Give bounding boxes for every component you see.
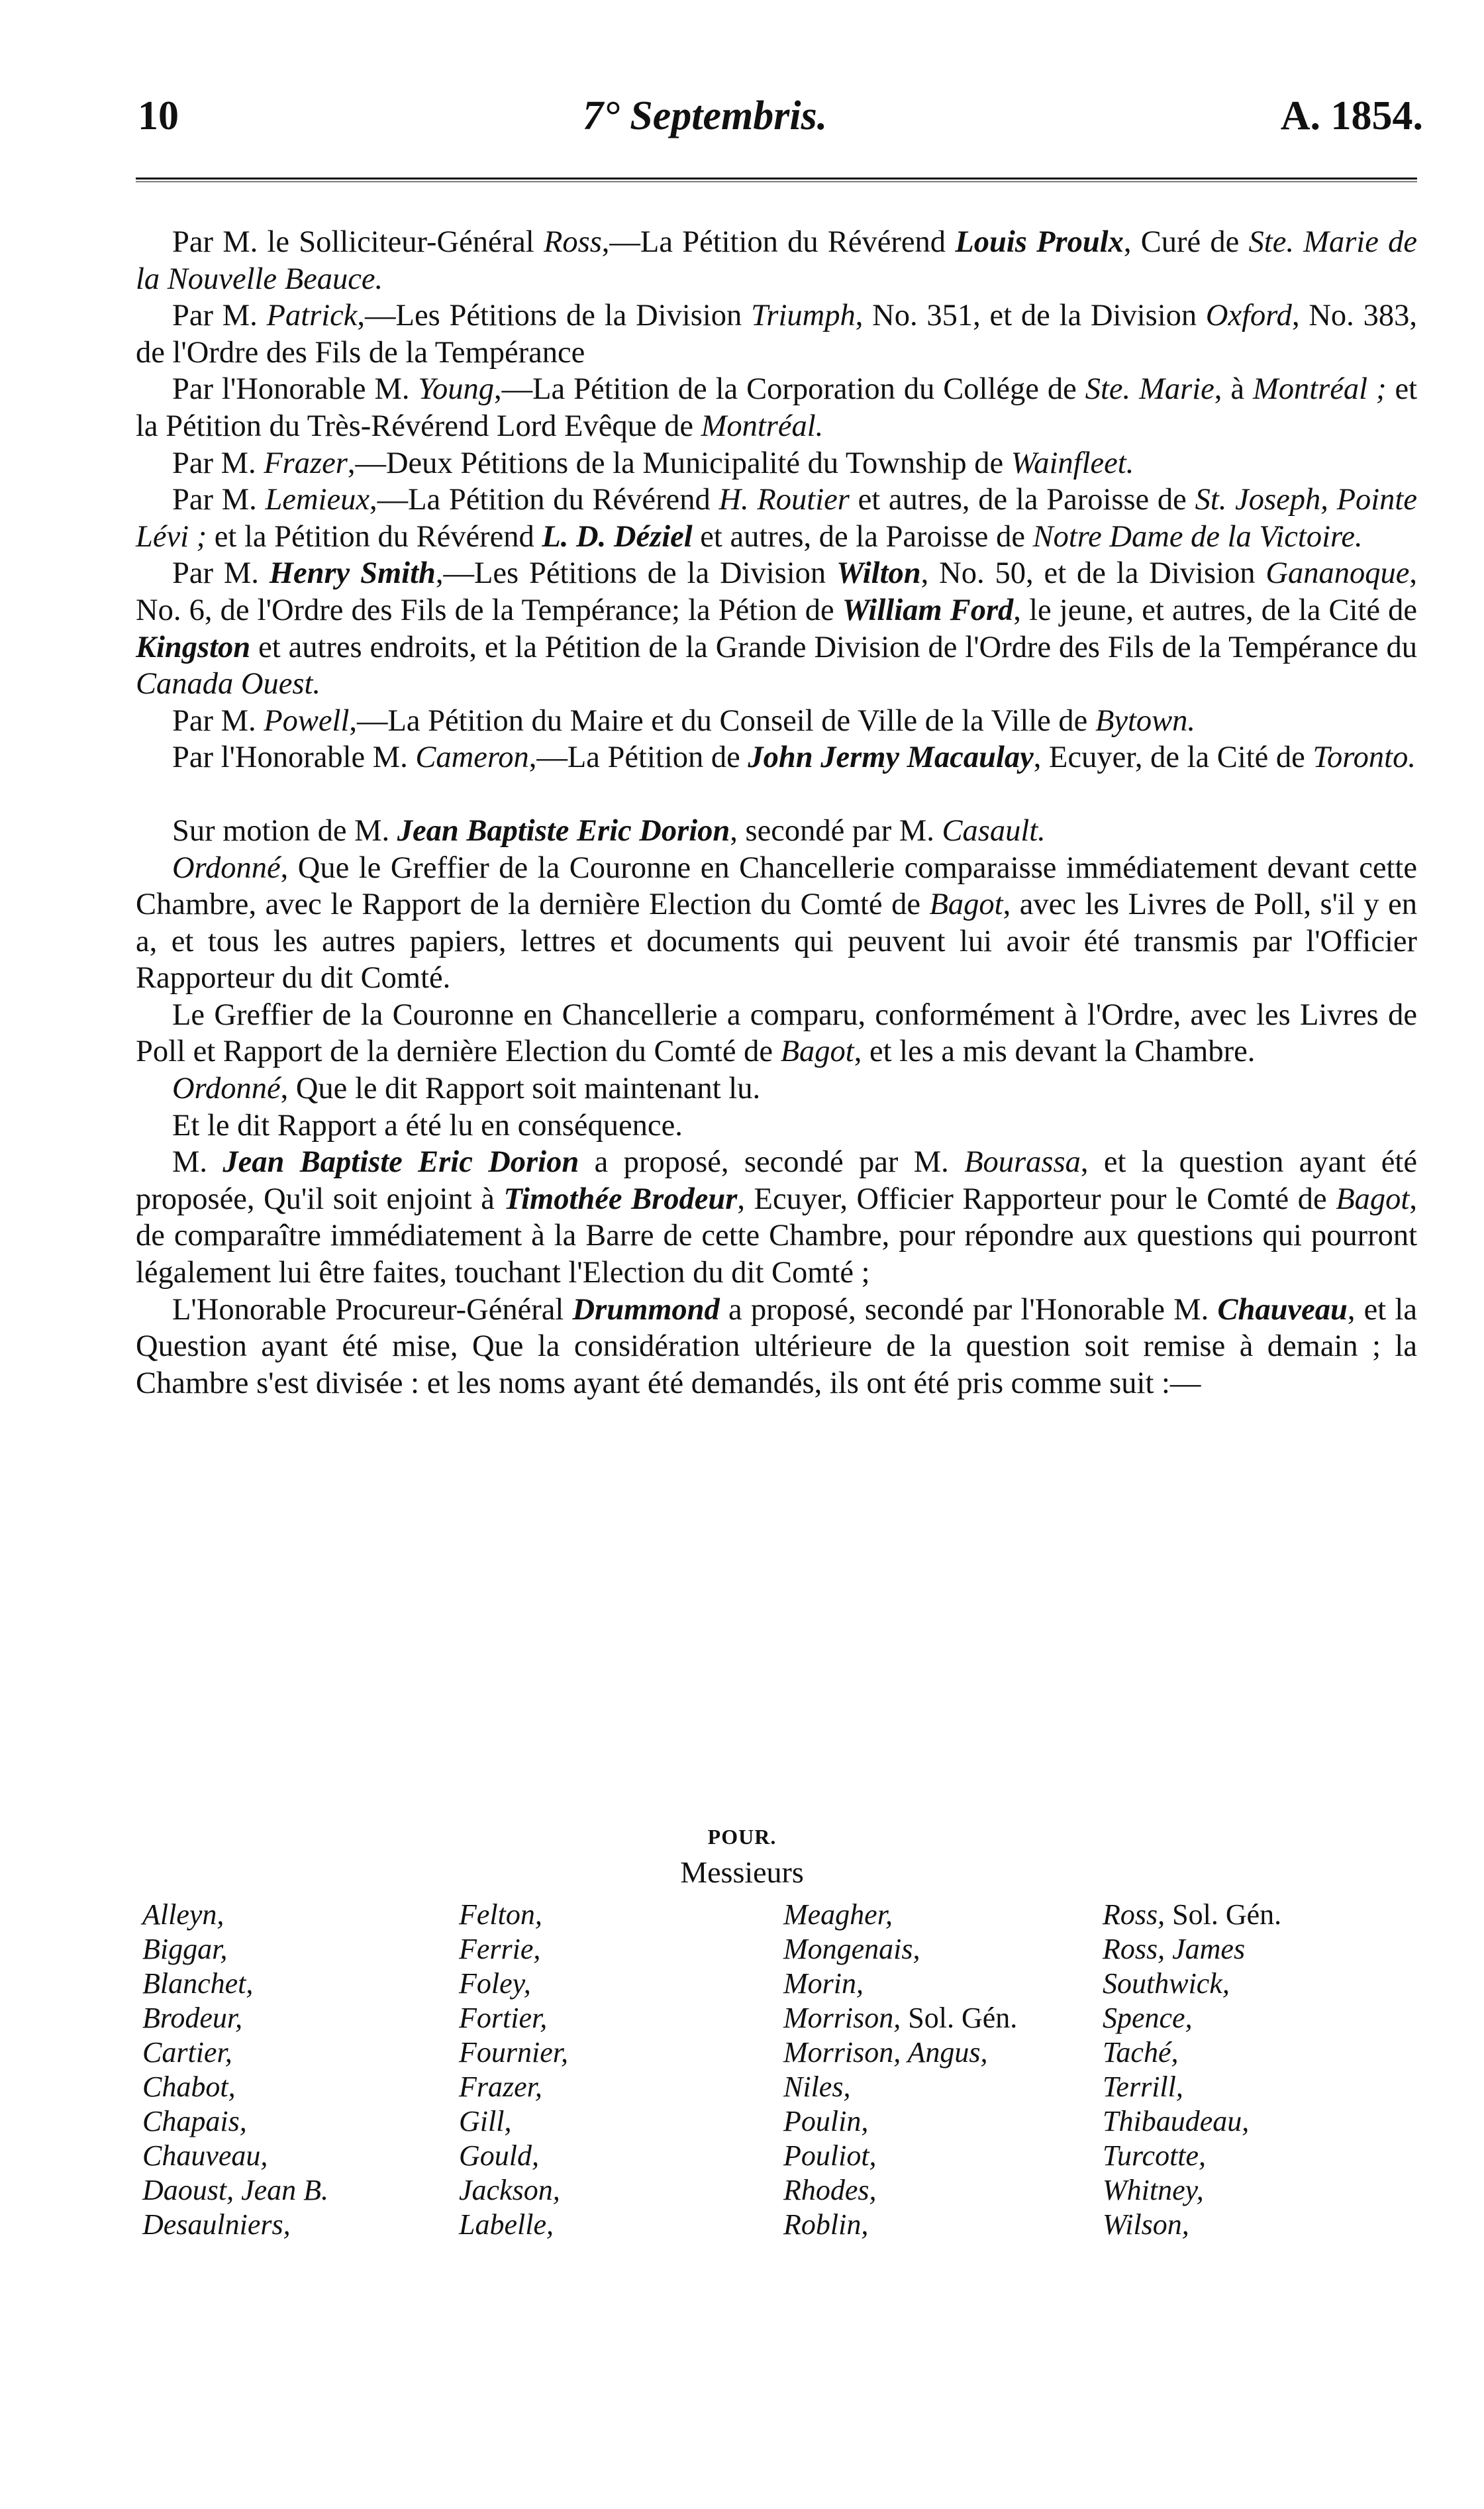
member-surname: Turcotte, (1103, 2139, 1207, 2172)
italic-run: Frazer (264, 446, 348, 480)
member-name: Labelle, (459, 2208, 554, 2241)
text-run: et autres, de la Paroisse de (692, 519, 1033, 554)
text-run: et autres, de la Paroisse de (849, 483, 1195, 517)
member-name: Felton, (459, 1898, 542, 1931)
member-surname: Spence, (1103, 2002, 1193, 2034)
paragraph (136, 1107, 1417, 1145)
member-surname: Ross, James (1103, 1933, 1246, 1965)
member-surname: Whitney, (1103, 2174, 1204, 2206)
italic-run: Bourassa (964, 1145, 1081, 1180)
text-run: , et la Question ayant été mise, Que la considération ultérieure de la question soit remise à demain ; la Chambre s'est divisée : et les noms ayant été demandés, ils ont été pris comme suit :— (136, 1292, 1417, 1400)
paragraph (136, 1144, 1417, 1291)
text-run: , Curé de (1123, 225, 1249, 259)
italic-run: Triumph (751, 299, 856, 333)
member-name: Blanchet, (142, 1967, 254, 2000)
running-header (0, 93, 1484, 152)
member-name: Brodeur, (142, 2002, 243, 2034)
italic-run: Louis Proulx (955, 225, 1124, 259)
member-name (783, 2139, 1017, 2173)
member-name: Fortier, (459, 2002, 548, 2034)
text-run: , le jeune, et autres, de la Cité de (1013, 593, 1418, 627)
italic-run: Ross (543, 225, 602, 259)
text-run: , secondé par M. (730, 813, 942, 848)
member-name (1103, 2139, 1281, 2173)
text-run: Le Greffier de la Couronne en Chancellerie a comparu, conformément à l'Ordre, avec les Livres de Poll et Rapport de la dernière Election du Comté de (136, 998, 1417, 1069)
member-surname: Thibaudeau, (1103, 2105, 1250, 2137)
text-run: , avec les Livres de Poll, s'il y en a, et tous les autres papiers, lettres et documents qui peuvent lui avoir été transmis par l'Officier Rapporteur du dit Comté. (136, 888, 1417, 996)
italic-run: Canada Ouest. (136, 667, 321, 701)
italic-run: Ordonné (172, 850, 281, 885)
member-name (1103, 2208, 1281, 2242)
member-name (783, 2208, 1017, 2242)
paragraph (136, 371, 1417, 444)
member-name: Desaulniers, (142, 2208, 291, 2241)
member-surname: Southwick, (1103, 1967, 1230, 2000)
member-name: Foley, (459, 1967, 531, 2000)
text-run: M. (172, 1145, 223, 1180)
text-run: et autres endroits, et la Pétition de la Grande Division de l'Ordre des Fils de la Tempérance du (250, 630, 1417, 664)
paragraph (136, 703, 1417, 740)
member-name: Cartier, (142, 2036, 232, 2069)
text-run: Sur motion de M. (172, 813, 397, 848)
italic-run: Ordonné (172, 1072, 281, 1106)
member-name (783, 2035, 1017, 2070)
paragraph (136, 1070, 1417, 1107)
member-surname: Terrill, (1103, 2071, 1183, 2103)
text-run: , No. 50, et de la Division (920, 556, 1266, 591)
text-run: ,—La Pétition du Maire et du Conseil de Ville de la Ville de (349, 703, 1095, 738)
italic-run: Bagot (780, 1035, 854, 1069)
text-run: ,—Les Pétitions de la Division (357, 299, 752, 333)
member-title: Sol. Gén. (901, 2002, 1018, 2034)
member-surname: Taché, (1103, 2036, 1179, 2069)
text-run: , No. 6, de l'Ordre des Fils de la Tempérance; la Pétion de (136, 556, 1418, 627)
text-run: , et les a mis devant la Chambre. (854, 1035, 1256, 1069)
member-surname: Niles, (783, 2071, 851, 2103)
member-name (1103, 2070, 1281, 2104)
text-run: , de comparaître immédiatement à la Barre de cette Chambre, pour répondre aux questions qui pourront légalement lui être faites, touchant l'Election du dit Comté ; (136, 1182, 1417, 1290)
text-run: Par M. (172, 299, 267, 333)
member-name: Frazer, (459, 2071, 542, 2103)
member-name (1103, 2001, 1281, 2035)
header-rule (136, 178, 1417, 182)
text-run: ,—La Pétition du Révérend (369, 483, 719, 517)
header-date: 7° Septembris. (583, 93, 828, 138)
member-surname: Rhodes, (783, 2174, 877, 2206)
paragraph (136, 297, 1417, 371)
member-name: Ferrie, (459, 1933, 541, 1965)
italic-run: L. D. Déziel (542, 519, 693, 554)
text-run: Par M. (172, 446, 264, 480)
pour-label: POUR. (707, 1825, 777, 1849)
member-name (1103, 1932, 1281, 1967)
member-surname: Mongenais, (783, 1933, 920, 1965)
member-name: Biggar, (142, 1933, 228, 1965)
member-surname: Ross, (1103, 1898, 1165, 1931)
text-run: et la Pétition du Très-Révérend Lord Evêque de (136, 372, 1418, 443)
italic-run: William Ford (842, 593, 1014, 627)
italic-run: Drummond (572, 1292, 720, 1327)
member-name (783, 1932, 1017, 1967)
text-run: , No. 351, et de la Division (855, 299, 1206, 333)
italic-run: Montréal. (701, 409, 824, 443)
italic-run: Bytown. (1095, 703, 1196, 738)
text-run: ,—La Pétition de la Corporation du Collége de (494, 372, 1085, 407)
text-run: , et la question ayant été proposée, Qu'il soit enjoint à (136, 1145, 1417, 1216)
text-run: Par M. (172, 703, 264, 738)
text-run: Par M. (172, 483, 266, 517)
text-run: a proposé, secondé par l'Honorable M. (719, 1292, 1218, 1327)
italic-run: Notre Dame de la Victoire. (1032, 519, 1363, 554)
member-surname: Poulin, (783, 2105, 869, 2137)
member-name: Chapais, (142, 2105, 247, 2137)
italic-run: Jean Baptiste Eric Dorion (397, 813, 730, 848)
italic-run: St. Joseph, Pointe Lévi ; (136, 483, 1417, 554)
italic-run: Montréal ; (1252, 372, 1387, 407)
italic-run: Casault. (942, 813, 1046, 848)
member-name: Gould, (459, 2139, 539, 2172)
member-name: Fournier, (459, 2036, 568, 2069)
text-run: ,—Deux Pétitions de la Municipalité du Township de (347, 446, 1011, 480)
names-column-4 (1103, 1898, 1281, 2242)
member-name: Chauveau, (142, 2139, 268, 2172)
paragraph (136, 739, 1417, 776)
names-column-1 (142, 1898, 328, 2242)
text-run: Par l'Honorable M. (172, 741, 416, 775)
paragraph (136, 997, 1417, 1070)
italic-run: Kingston (136, 630, 251, 664)
member-name (1103, 2173, 1281, 2208)
page-number: 10 (138, 93, 179, 138)
italic-run: Gananoque (1265, 556, 1410, 591)
member-name (1103, 2104, 1281, 2139)
text-run: ,—La Pétition du Révérend (601, 225, 956, 259)
paragraph (136, 555, 1417, 702)
member-name: Chabot, (142, 2071, 236, 2103)
member-name: Jackson, (459, 2174, 560, 2206)
italic-run: Toronto. (1312, 741, 1416, 775)
text-run: et la Pétition du Révérend (207, 519, 542, 554)
italic-run: Bagot (929, 888, 1003, 922)
member-name (783, 1967, 1017, 2001)
text-run: Par M. (172, 556, 270, 591)
member-name (1103, 1898, 1281, 1932)
paragraph (136, 482, 1417, 555)
member-name: Gill, (459, 2105, 512, 2137)
member-surname: Wilson, (1103, 2208, 1189, 2241)
text-run: ,—Les Pétitions de la Division (435, 556, 837, 591)
names-column-3 (783, 1898, 1017, 2242)
member-title: Sol. Gén. (1165, 1898, 1282, 1931)
text-run: a proposé, secondé par M. (579, 1145, 965, 1180)
division-heading (0, 1825, 1484, 1890)
italic-run: H. Routier (718, 483, 850, 517)
italic-run: Ste. Marie (1085, 372, 1214, 407)
italic-run: Henry Smith (269, 556, 436, 591)
italic-run: Jean Baptiste Eric Dorion (223, 1145, 579, 1180)
italic-run: Timothée Brodeur (503, 1182, 738, 1216)
member-surname: Meagher, (783, 1898, 893, 1931)
member-name (783, 2001, 1017, 2035)
member-name (1103, 1967, 1281, 2001)
paragraph (136, 1292, 1417, 1402)
italic-run: Ste. Marie de la Nouvelle Beauce. (136, 225, 1417, 296)
text-run: Par M. le Solliciteur-Général (172, 225, 544, 259)
italic-run: Powell (264, 703, 350, 738)
paragraph (136, 850, 1417, 997)
member-surname: Morrison, Angus, (783, 2036, 988, 2069)
journal-body (136, 224, 1417, 1402)
italic-run: Wainfleet. (1011, 446, 1134, 480)
paragraph (136, 445, 1417, 482)
member-name (783, 2104, 1017, 2139)
italic-run: Lemieux (265, 483, 370, 517)
italic-run: Wilton (836, 556, 921, 591)
text-run: , Ecuyer, de la Cité de (1033, 741, 1313, 775)
text-run: Par l'Honorable M. (172, 372, 419, 407)
member-name: Daoust, Jean B. (142, 2174, 329, 2206)
member-name (1103, 2035, 1281, 2070)
italic-run: John Jermy Macaulay (748, 741, 1034, 775)
member-surname: Roblin, (783, 2208, 869, 2241)
member-surname: Morin, (783, 1967, 864, 2000)
member-surname: Pouliot, (783, 2139, 877, 2172)
member-surname: Morrison, (783, 2002, 901, 2034)
text-run: , Que le Greffier de la Couronne en Chancellerie comparaisse immédiatement devant cette Chambre, avec le Rapport de la dernière Election du Comté de (136, 850, 1417, 922)
italic-run: Bagot (1336, 1182, 1410, 1216)
text-run: Et le dit Rapport a été lu en conséquence. (172, 1108, 683, 1143)
text-run: L'Honorable Procureur-Général (172, 1292, 573, 1327)
member-name (783, 2173, 1017, 2208)
paragraph (136, 224, 1417, 297)
messieurs-label: Messieurs (680, 1855, 804, 1889)
member-name (783, 1898, 1017, 1932)
italic-run: Chauveau (1217, 1292, 1348, 1327)
member-name (783, 2070, 1017, 2104)
text-run: , Que le dit Rapport soit maintenant lu. (280, 1072, 761, 1106)
italic-run: Young (418, 372, 494, 407)
header-year: A. 1854. (1280, 93, 1423, 138)
italic-run: Cameron (415, 741, 529, 775)
member-name: Alleyn, (142, 1898, 224, 1931)
names-column-2 (459, 1898, 568, 2242)
text-run: , No. 383, de l'Ordre des Fils de la Tempérance (136, 299, 1417, 370)
paragraph (136, 813, 1417, 850)
italic-run: Patrick (266, 299, 358, 333)
italic-run: Oxford (1205, 299, 1292, 333)
text-run: , Ecuyer, Officier Rapporteur pour le Comté de (737, 1182, 1336, 1216)
text-run: , à (1214, 372, 1253, 407)
text-run: ,—La Pétition de (528, 741, 748, 775)
